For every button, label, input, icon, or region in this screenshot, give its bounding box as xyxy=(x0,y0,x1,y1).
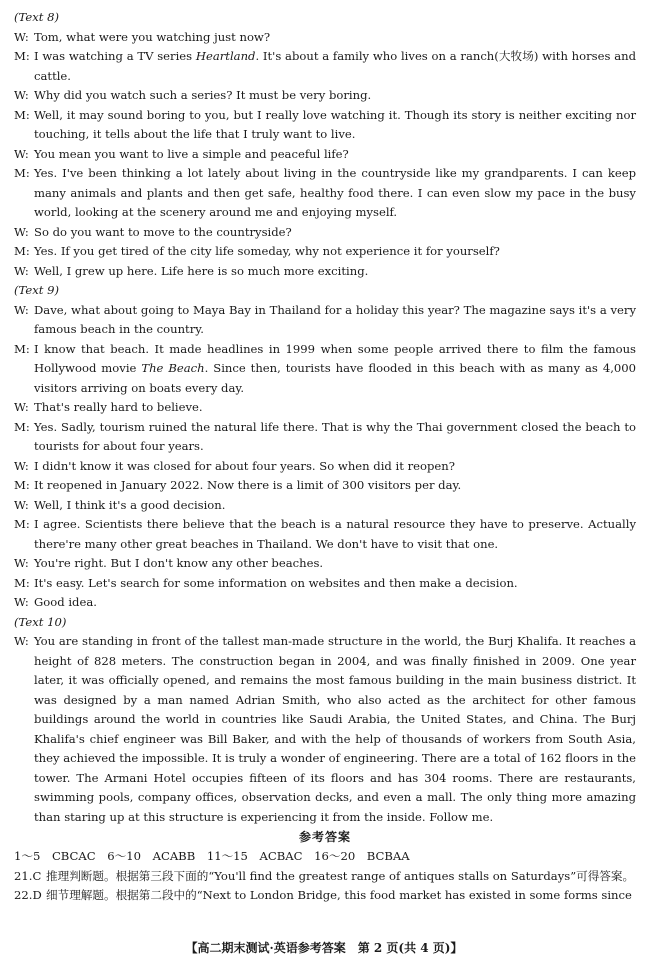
speaker-label: M: xyxy=(14,478,30,492)
speaker-label: W: xyxy=(14,224,29,239)
dialogue-line xyxy=(14,554,636,574)
dialogue-line xyxy=(14,515,636,554)
line-text: Well, it may sound boring to you, but I really love watching it. Though its story is neither exciting nor touching, it tells about the life that I truly want to live. xyxy=(34,107,636,141)
answer-item-21 xyxy=(14,867,636,887)
line-text: Yes. I've been thinking a lot lately about living in the countryside like my grandparents. I can keep many animals and plants and then get safe, healthy food there. I can even slow my pace in the busy world, looking at the scenery around me and enjoying myself. xyxy=(34,166,636,219)
dialogue-line xyxy=(14,418,636,457)
line-text: So do you want to move to the countryside? xyxy=(34,224,292,239)
speaker-label: W: xyxy=(14,497,29,512)
dialogue-line xyxy=(14,242,636,262)
text8-dialogue xyxy=(14,28,636,282)
answer-number: 22.D xyxy=(14,888,42,902)
speaker-label: M: xyxy=(14,166,30,180)
line-text: Why did you watch such a series? It must be very boring. xyxy=(34,88,372,102)
dialogue-line xyxy=(14,574,636,594)
line-text: Dave, what about going to Maya Bay in Thailand for a holiday this year? The magazine says it's a very famous beach in the country. xyxy=(34,302,636,336)
text9-label: (Text 9) xyxy=(14,283,59,297)
dialogue-line xyxy=(14,340,636,399)
dialogue-line xyxy=(14,476,636,496)
dialogue-line xyxy=(14,145,636,165)
dialogue-line xyxy=(14,86,636,106)
dialogue-line xyxy=(14,398,636,418)
speaker-label: W: xyxy=(14,595,29,609)
dialogue-line xyxy=(14,223,636,243)
dialogue-line xyxy=(14,47,636,86)
page-footer: 【高二期末测试·英语参考答案 第 2 页(共 4 页)】 xyxy=(185,941,463,955)
line-text: I was watching a TV series Heartland. It's about a family who lives on a ranch(大牧场) with horses and cattle. xyxy=(34,49,636,83)
speaker-label: W: xyxy=(14,458,29,473)
answers-row: 1～5 CBCAC 6～10 ACABB 11～15 ACBAC 16～20 BCBAA xyxy=(14,849,410,863)
line-text: I agree. Scientists there believe that the beach is a natural resource they have to preserve. Actually there're many other great beaches in Thailand. We don't have to visit that one. xyxy=(34,517,636,551)
speaker-label: M: xyxy=(14,244,30,258)
dialogue-line xyxy=(14,262,636,282)
line-text: You're right. But I don't know any other beaches. xyxy=(34,556,324,570)
dialogue-line xyxy=(14,164,636,223)
dialogue-line xyxy=(14,496,636,516)
dialogue-line xyxy=(14,632,636,827)
text8-section xyxy=(14,8,636,281)
speaker-label: W: xyxy=(14,29,29,44)
line-text: Yes. If you get tired of the city life someday, why not experience it for yourself? xyxy=(34,244,500,258)
speaker-label: W: xyxy=(14,400,29,414)
speaker-label: M: xyxy=(14,575,30,590)
answer-explanation: 细节理解题。根据第二段中的“Next to London Bridge, this food market has existed in some forms since xyxy=(46,888,632,902)
line-text: Well, I think it's a good decision. xyxy=(34,497,226,512)
text10-monologue xyxy=(14,632,636,827)
line-text: Yes. Sadly, tourism ruined the natural life there. That is why the Thai government closed the beach to tourists for about four years. xyxy=(34,419,636,453)
text8-label: (Text 8) xyxy=(14,10,59,24)
answer-explanation: 推理判断题。根据第三段下面的“You'll find the greatest range of antiques stalls on Saturdays”可得答案。 xyxy=(46,868,635,883)
dialogue-line xyxy=(14,457,636,477)
answers-title: 参考答案 xyxy=(298,830,351,844)
line-text: It's easy. Let's search for some information on websites and then make a decision. xyxy=(34,575,518,590)
answer-number: 21.C xyxy=(14,868,42,883)
line-text: I didn't know it was closed for about four years. So when did it reopen? xyxy=(34,458,455,473)
speaker-label: W: xyxy=(14,146,29,161)
dialogue-line xyxy=(14,106,636,145)
line-text: It reopened in January 2022. Now there is a limit of 300 visitors per day. xyxy=(34,478,462,492)
speaker-label: M: xyxy=(14,419,30,434)
text10-section xyxy=(14,613,636,828)
line-text: Tom, what were you watching just now? xyxy=(34,29,271,44)
text9-dialogue xyxy=(14,301,636,613)
dialogue-line xyxy=(14,301,636,340)
speaker-label: W: xyxy=(14,88,29,102)
speaker-label: W: xyxy=(14,263,29,278)
answer-item-22 xyxy=(14,886,636,906)
line-text: You mean you want to live a simple and peaceful life? xyxy=(34,146,349,161)
text9-section xyxy=(14,281,636,613)
speaker-label: W: xyxy=(14,556,29,570)
speaker-label: M: xyxy=(14,49,30,63)
line-text: I know that beach. It made headlines in 1999 when some people arrived there to film the famous Hollywood movie The Beach. Since then, tourists have flooded in this beach with as many as 4,000 visitors arriving on boats every day. xyxy=(34,341,637,395)
line-text: Well, I grew up here. Life here is so much more exciting. xyxy=(34,263,369,278)
dialogue-line xyxy=(14,28,636,48)
speaker-label: M: xyxy=(14,517,30,531)
line-text: Good idea. xyxy=(34,595,97,609)
line-text: You are standing in front of the tallest man-made structure in the world, the Burj Khalifa. It reaches a height of 828 meters. The construction began in 2004, and was finally finished in 2009. One year later, it was officially opened, and remains the most famous building in the main business district. It was designed by a man named Adrian Smith, who also acted as the architect for other famous buildings around the world in countries like Saudi Arabia, the United States, and China. The Burj Khalifa's chief engineer was Bill Baker, and with the help of thousands of workers from South Asia, they achieved the impossible. It is truly a wonder of engineering. There are a total of 162 floors in the tower. The Armani Hotel occupies fifteen of its floors and has 304 rooms. There are restaurants, swimming pools, company offices, observation decks, and even a mall. The only thing more amazing than staring up at this structure is experiencing it from the inside. Follow me. xyxy=(34,634,636,824)
dialogue-line xyxy=(14,593,636,613)
line-text: That's really hard to believe. xyxy=(34,400,203,414)
speaker-label: W: xyxy=(14,634,29,648)
text10-label: (Text 10) xyxy=(14,614,67,629)
speaker-label: M: xyxy=(14,341,30,356)
speaker-label: M: xyxy=(14,107,30,122)
speaker-label: W: xyxy=(14,302,29,317)
